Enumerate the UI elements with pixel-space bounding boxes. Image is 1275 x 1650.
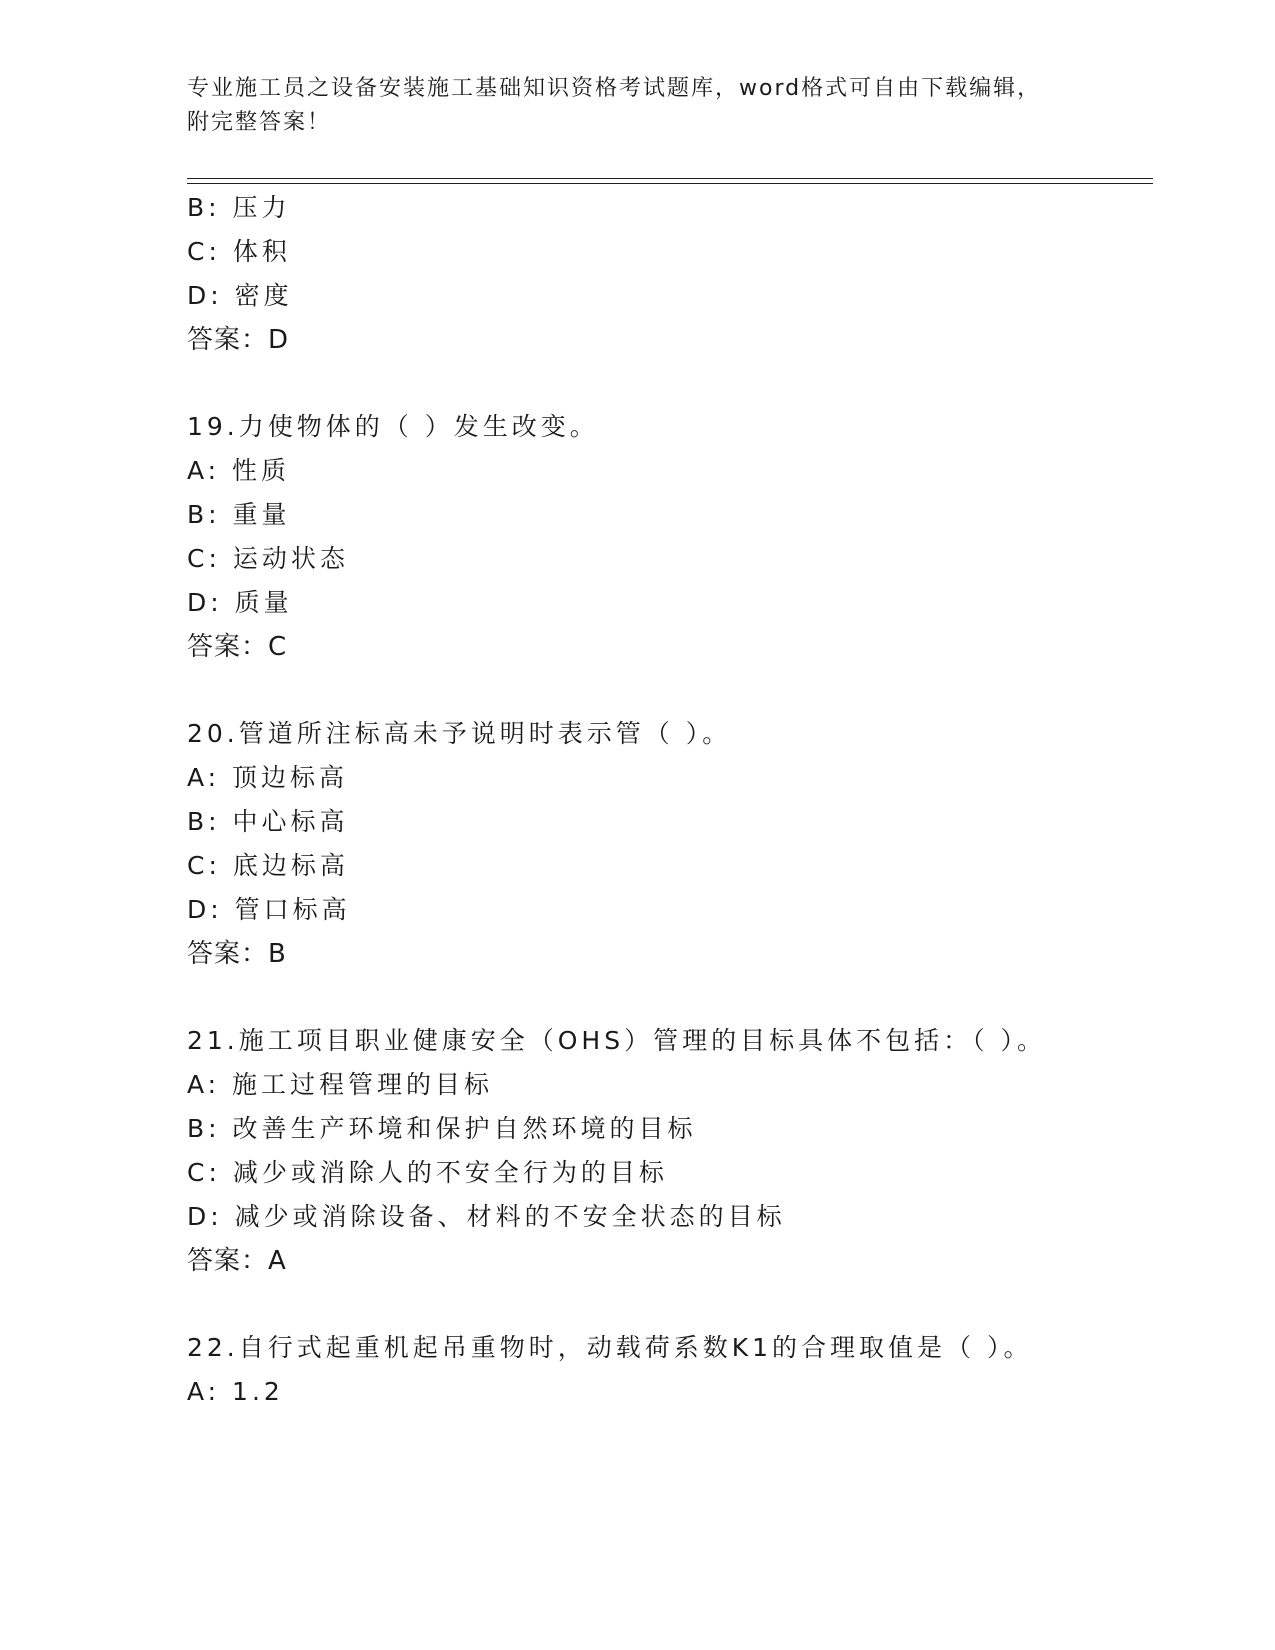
option-b: B: 中心标高 <box>187 807 349 836</box>
option-c: C: 减少或消除人的不安全行为的目标 <box>187 1158 668 1187</box>
header-line-2: 附完整答案！ <box>187 110 332 135</box>
question-stem: 21.施工项目职业健康安全（OHS）管理的目标具体不包括：（ ）。 <box>187 1026 1047 1055</box>
option-b: B: 压力 <box>187 193 291 222</box>
option-d: D: 密度 <box>187 281 293 310</box>
option-d: D: 管口标高 <box>187 895 351 924</box>
answer: 答案：D <box>187 325 290 355</box>
question-stem: 19.力使物体的（ ）发生改变。 <box>187 412 599 441</box>
option-d: D: 质量 <box>187 588 293 617</box>
answer: 答案：C <box>187 632 288 662</box>
option-c: C: 体积 <box>187 237 291 266</box>
option-a: A: 1.2 <box>187 1377 284 1406</box>
option-a: A: 顶边标高 <box>187 763 349 792</box>
option-a: A: 性质 <box>187 456 291 485</box>
answer: 答案：A <box>187 1246 287 1276</box>
option-c: C: 运动状态 <box>187 544 349 573</box>
document-header <box>187 72 1087 140</box>
answer: 答案：B <box>187 939 287 969</box>
option-b: B: 重量 <box>187 500 291 529</box>
header-divider-bottom <box>187 183 1153 184</box>
option-c: C: 底边标高 <box>187 851 349 880</box>
option-d: D: 减少或消除设备、材料的不安全状态的目标 <box>187 1202 786 1231</box>
question-stem: 22.自行式起重机起吊重物时，动载荷系数K1的合理取值是（ ）。 <box>187 1333 1033 1362</box>
option-a: A: 施工过程管理的目标 <box>187 1070 494 1099</box>
header-divider-top <box>187 178 1153 179</box>
question-stem: 20.管道所注标高未予说明时表示管（ ）。 <box>187 719 732 748</box>
header-line-1: 专业施工员之设备安装施工基础知识资格考试题库，word格式可自由下载编辑， <box>187 76 1042 101</box>
option-b: B: 改善生产环境和保护自然环境的目标 <box>187 1114 697 1143</box>
